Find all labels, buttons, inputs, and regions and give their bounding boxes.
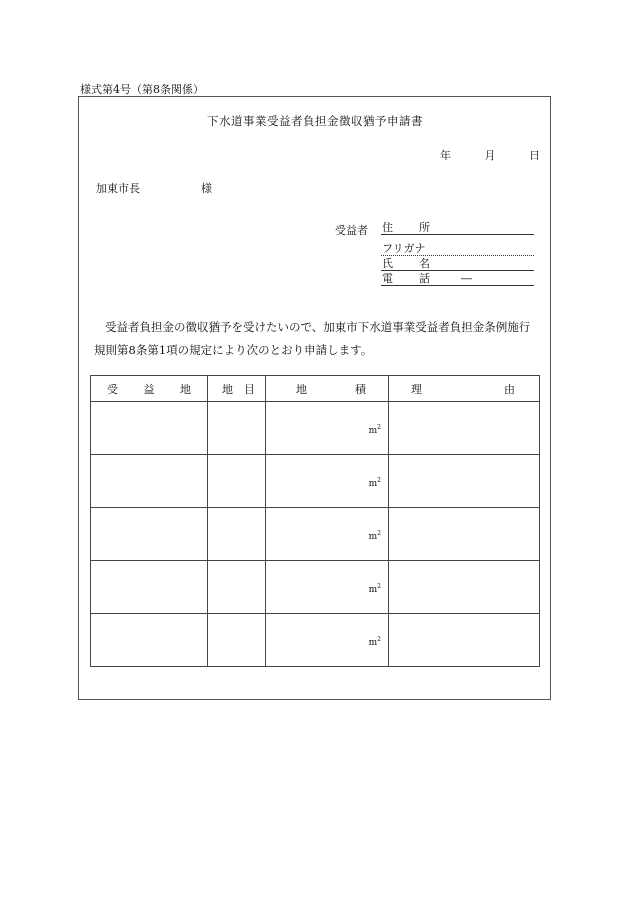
phone-field[interactable] (381, 273, 534, 286)
reason-cell[interactable] (389, 614, 540, 667)
table-header-row (91, 376, 540, 402)
unit-exponent: 2 (377, 530, 381, 537)
land-category-cell[interactable] (208, 455, 266, 508)
land-category-cell[interactable] (208, 614, 266, 667)
addressee-honorific: 様 (201, 182, 212, 195)
beneficiary-land-cell[interactable] (91, 508, 208, 561)
square-meter-unit (369, 477, 381, 489)
header-beneficiary-land: 受 益 地 (91, 376, 208, 402)
date-day-label: 日 (529, 149, 540, 162)
date-line (440, 147, 540, 163)
date-year-label: 年 (440, 149, 451, 162)
square-meter-unit (369, 583, 381, 595)
name-field[interactable] (381, 258, 534, 271)
address-label: 住 所 (382, 221, 430, 234)
unit-exponent: 2 (377, 636, 381, 643)
reason-cell[interactable] (389, 455, 540, 508)
square-meter-unit (369, 530, 381, 542)
land-category-cell[interactable] (208, 508, 266, 561)
unit-base: m (368, 638, 378, 648)
document-title: 下水道事業受益者負担金徴収猶予申請書 (207, 114, 423, 128)
unit-exponent: 2 (377, 424, 381, 431)
square-meter-unit (369, 636, 381, 648)
reason-cell[interactable] (389, 561, 540, 614)
application-table (90, 375, 540, 667)
unit-exponent: 2 (377, 477, 381, 484)
unit-base: m (368, 585, 378, 595)
land-area-cell[interactable] (266, 402, 389, 455)
date-month-label: 月 (484, 149, 496, 162)
form-caption: 様式第4号（第8条関係） (80, 83, 204, 96)
beneficiary-land-cell[interactable] (91, 561, 208, 614)
header-land-area: 地 積 (266, 376, 389, 402)
land-area-cell[interactable] (266, 455, 389, 508)
beneficiary-land-cell[interactable] (91, 455, 208, 508)
land-area-cell[interactable] (266, 508, 389, 561)
addressee (96, 180, 212, 196)
table-row (91, 614, 540, 667)
addressee-name: 加東市長 (96, 182, 140, 195)
body-line-1: 受益者負担金の徴収猶予を受けたいので、加東市下水道事業受益者負担金条例施行 (105, 320, 531, 334)
unit-base: m (368, 479, 378, 489)
header-reason: 理 由 (389, 376, 540, 402)
beneficiary-land-cell[interactable] (91, 402, 208, 455)
furigana-label: フリガナ (382, 242, 426, 255)
table-row (91, 561, 540, 614)
unit-exponent: 2 (377, 583, 381, 590)
beneficiary-land-cell[interactable] (91, 614, 208, 667)
table-row (91, 455, 540, 508)
body-text (94, 316, 554, 362)
unit-base: m (368, 426, 378, 436)
table-row (91, 508, 540, 561)
address-field[interactable] (381, 222, 534, 235)
table-row (91, 402, 540, 455)
applicant-label: 受益者 (335, 224, 368, 237)
furigana-field[interactable] (381, 243, 534, 256)
unit-base: m (368, 532, 378, 542)
land-category-cell[interactable] (208, 561, 266, 614)
land-area-cell[interactable] (266, 561, 389, 614)
name-label: 氏 名 (382, 257, 430, 270)
land-area-cell[interactable] (266, 614, 389, 667)
phone-dash: ― (461, 272, 472, 285)
reason-cell[interactable] (389, 402, 540, 455)
phone-label: 電 話 (382, 272, 430, 285)
square-meter-unit (369, 424, 381, 436)
reason-cell[interactable] (389, 508, 540, 561)
body-line-2: 規則第8条第1項の規定により次のとおり申請します。 (94, 343, 373, 357)
land-category-cell[interactable] (208, 402, 266, 455)
header-land-category: 地 目 (208, 376, 266, 402)
